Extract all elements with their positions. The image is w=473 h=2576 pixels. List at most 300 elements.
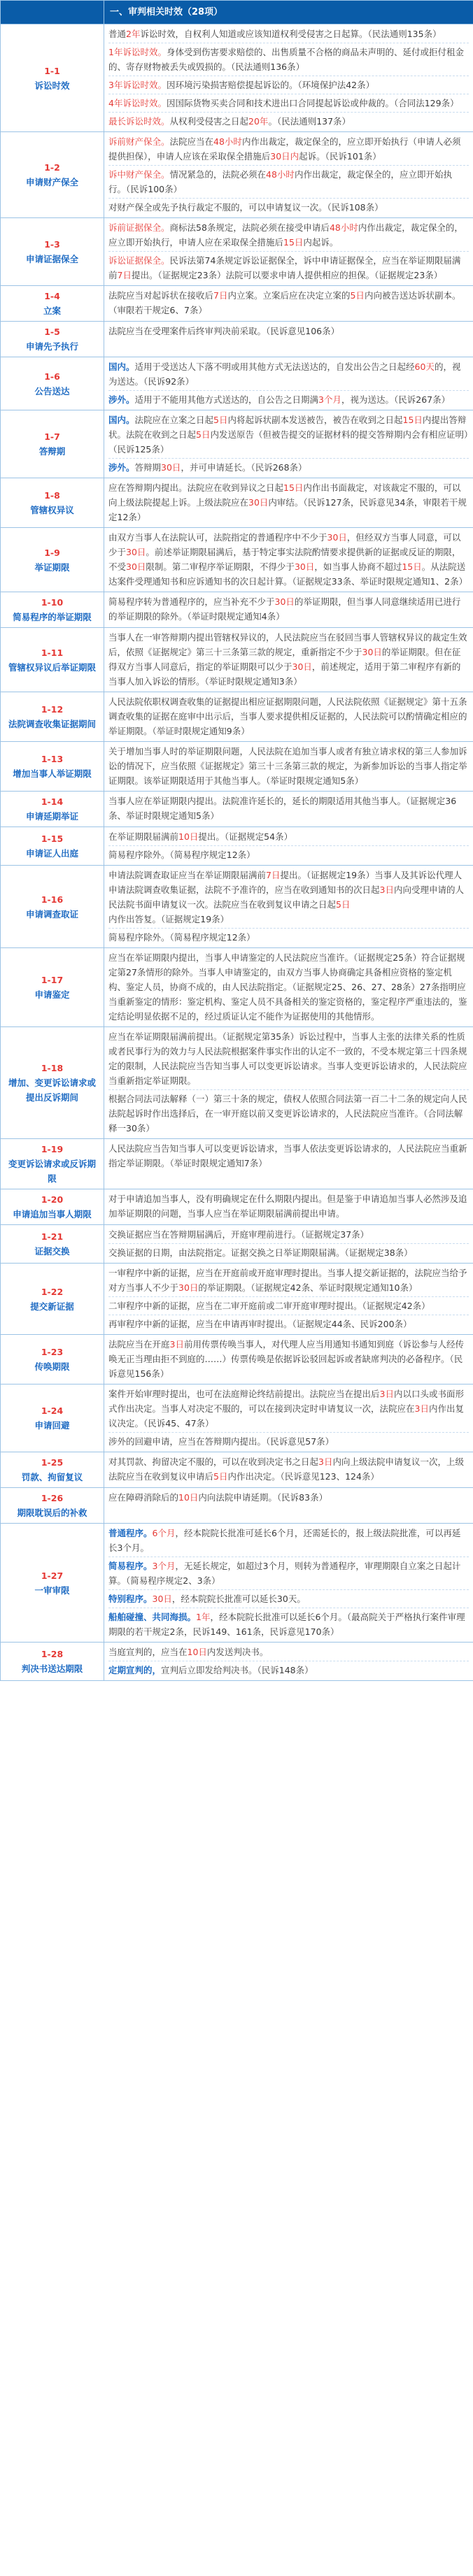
rule-description-cell	[104, 628, 473, 692]
table-row	[1, 1643, 473, 1681]
rule-number: 1-6	[44, 371, 60, 382]
rule-text: 内向受理申请的人民法院书面申请复议一次。法院应当在收到复议申请之日起	[108, 885, 464, 910]
rule-code-cell	[1, 357, 104, 410]
rule-paragraph	[108, 324, 469, 338]
highlighted-term: 60天	[414, 362, 435, 372]
rule-number: 1-19	[41, 1144, 64, 1154]
rule-paragraph	[108, 480, 469, 524]
highlighted-term: 20年	[248, 116, 269, 127]
rule-paragraph	[108, 96, 469, 110]
rule-text: 诉讼时效，自权利人知道或应该知道权利受侵害之日起算。（民法通则135条）	[140, 29, 442, 39]
highlighted-term: 5日	[196, 429, 211, 440]
rule-paragraph	[108, 288, 469, 317]
rule-code-cell	[1, 948, 104, 1027]
rule-text: 对其罚款、拘留决定不服的，可以在收到决定书之日起	[108, 1457, 319, 1467]
rule-text: 法院应当在受理案件后终审判决前采取。（民诉意见106条）	[108, 326, 340, 336]
rule-number: 1-2	[44, 162, 60, 173]
rule-description-cell	[104, 592, 473, 628]
rule-description-cell	[104, 1027, 473, 1139]
paragraph-divider	[108, 1296, 469, 1297]
rule-text: 前用传票传唤当事人，对代理人应当用通知书通知到庭（诉讼参与人经传唤无正当理由拒不到庭的……）传票传唤是依据诉讼驳回起诉或者缺席判决的必备程序。（民诉意见156条）	[108, 1339, 464, 1379]
rule-description-cell	[104, 1264, 473, 1335]
rule-paragraph	[108, 1591, 469, 1606]
rule-paragraph	[108, 1454, 469, 1484]
rule-text: 因国际货物买卖合同和技术进出口合同提起诉讼或仲裁的。（合同法129条）	[166, 98, 459, 108]
rule-description-cell	[104, 742, 473, 792]
rule-number: 1-16	[41, 894, 64, 905]
rule-text: 应当在举证期限届满前提出。（证据规定第35条）诉讼过程中，当事人主张的法律关系的性质或者民事行为的效力与人民法院根据案件事实作出的认定不一致的，不受本规定第三十四条规定的限制，人民法院应当告知当事人可以变更诉讼请求。当事人变更诉讼请求的，人民法院应当重新指定举证期限。	[108, 1031, 467, 1086]
table-row	[1, 1189, 473, 1225]
highlighted-term: 48小时	[329, 222, 358, 233]
highlighted-term: 30日	[362, 647, 382, 657]
rule-number: 1-27	[41, 1570, 64, 1581]
table-row	[1, 866, 473, 948]
rule-text: 的举证期限。但在征得双方当事人同意后，指定的举证期限可以少于	[108, 647, 461, 672]
rule-text: 提出。（证据规定23条）法院可以要求申请人提供相应的担保。（证据规定23条）	[131, 270, 443, 280]
rule-text: 内立案。立案后应在决定立案的	[227, 290, 351, 301]
rule-text: 的举证期限。（证据规定42条、举证时限规定通知10条）	[198, 1282, 418, 1293]
rule-name: 判决书送达期限	[21, 1663, 83, 1674]
rule-paragraph	[108, 950, 469, 1024]
rule-name: 申请延期举证	[25, 811, 78, 822]
rule-name: 增加、变更诉讼请求或提出反诉期间	[8, 1078, 96, 1103]
rule-text: 法院应当在开庭	[108, 1339, 170, 1350]
rule-text: ，前述规定，适用于第二审程序有新的当事人加入诉讼的情形。（举证时限规定通知3条）	[108, 661, 461, 687]
rule-text: 应当在举证期限内提出，当事人申请鉴定的人民法院应当准许。（证据规定25条）符合证据规定第27条情形的除外。当事人申请鉴定的，由双方当事人协商确定具备相应资格的鉴定机构、鉴定人员，协商不成的，由人民法院指定。（证据规定25、26、27、28条）27条指明应当重新鉴定的情形：鉴定机构、鉴定人员不具备相关的鉴定资格的，鉴定程序严重违法的，鉴定结论明显依据不足的，经过质证认定不能作为证据使用的其他情形。	[108, 952, 467, 1022]
rule-text: 内提出答辩状。法院在收到之日起	[108, 415, 467, 440]
rule-number: 1-8	[44, 490, 60, 501]
rule-number: 1-23	[41, 1347, 64, 1357]
rule-description-cell	[104, 218, 473, 286]
category-label: 定期宣判的，	[108, 1665, 162, 1675]
rule-text: 人民法院依职权调查收集的证据提出相应证据期限问题，人民法院依照《证据规定》第十五条调查收集的证据在庭审中出示后，当事人要求提供相反证据的，人民法院可以酌情确定相应的举证期限。（举证时限规定通知9条）	[108, 696, 467, 736]
rule-text: 普通	[108, 29, 127, 39]
rule-code-cell	[1, 322, 104, 357]
rule-paragraph	[108, 1298, 469, 1313]
rule-text: 对财产保全或先予执行裁定不服的，可以申请复议一次。（民诉108条）	[108, 202, 383, 213]
rule-paragraph	[108, 847, 469, 862]
rule-paragraph	[108, 1245, 469, 1260]
highlighted-term: 最长诉讼时效。	[108, 116, 170, 127]
paragraph-divider	[108, 1432, 469, 1433]
rule-description-cell	[104, 1384, 473, 1452]
rule-name: 变更诉讼请求或反诉期限	[8, 1159, 96, 1184]
rule-text: 内向上级法院申请复议一次，上级法院应当在收到复议申请后	[108, 1457, 464, 1482]
highlighted-term: 3日	[414, 1403, 429, 1414]
paragraph-divider	[108, 165, 469, 166]
rule-description-cell	[104, 1488, 473, 1524]
table-row	[1, 1488, 473, 1524]
highlighted-term: 诉中财产保全。	[108, 169, 170, 180]
rule-name: 公告送达	[34, 385, 70, 396]
rule-paragraph	[108, 1645, 469, 1659]
highlighted-term: 6个月	[152, 1528, 176, 1538]
rule-code-cell	[1, 1335, 104, 1384]
rule-paragraph	[108, 167, 469, 196]
rule-paragraph	[108, 1610, 469, 1639]
rule-number: 1-13	[41, 754, 64, 764]
table-row	[1, 132, 473, 218]
rule-code-cell	[1, 628, 104, 692]
table-row	[1, 1139, 473, 1189]
rule-code-cell	[1, 592, 104, 628]
table-row	[1, 218, 473, 286]
highlighted-term: 3年诉讼时效。	[108, 80, 167, 90]
paragraph-divider	[108, 845, 469, 846]
rule-paragraph	[108, 1227, 469, 1242]
rule-code-cell	[1, 1452, 104, 1488]
highlighted-term: 48小时	[213, 136, 242, 147]
paragraph-divider	[108, 198, 469, 199]
rule-text: 交换证据应当在答辩期届满后，开庭审理前进行。（证据规定37条）	[108, 1229, 369, 1240]
rule-code-cell	[1, 692, 104, 742]
highlighted-term: 48小时	[266, 169, 295, 180]
rule-text: 当庭宣判的，应当在	[108, 1647, 188, 1657]
rule-description-cell	[104, 792, 473, 827]
rule-text: 内作出裁定，裁定保全的，应立即开始执行，申请人应在采取保全措施后	[108, 222, 463, 248]
paragraph-divider	[108, 112, 469, 113]
rule-paragraph	[108, 1387, 469, 1431]
highlighted-term: 诉前证据保全。	[108, 222, 170, 233]
highlighted-term: 5日	[336, 899, 351, 910]
rule-paragraph	[108, 1337, 469, 1381]
rule-name: 举证期限	[34, 561, 70, 573]
rule-paragraph	[108, 200, 469, 215]
category-label: 普通程序。	[108, 1528, 153, 1538]
header-blank-cell	[1, 1, 104, 24]
rule-paragraph	[108, 392, 469, 407]
rule-description-cell	[104, 1139, 473, 1189]
highlighted-term: 30日	[327, 532, 347, 543]
highlighted-term: 30日	[292, 661, 312, 672]
rule-code-cell	[1, 866, 104, 948]
rule-description-cell	[104, 827, 473, 866]
rule-paragraph	[108, 1663, 469, 1677]
rule-text: 提出。（证据规定54条）	[198, 831, 293, 842]
highlighted-term: 3个月	[318, 394, 341, 405]
highlighted-term: 30日	[126, 561, 146, 572]
table-row	[1, 792, 473, 827]
rule-number: 1-11	[41, 647, 64, 658]
rule-number: 1-26	[41, 1493, 64, 1503]
table-row	[1, 286, 473, 322]
rule-text: ，如当事人协商不超过	[314, 561, 402, 572]
rule-name: 证据交换	[34, 1246, 70, 1257]
rule-number: 1-14	[41, 796, 64, 807]
rule-text: 应在答辩期内提出。法院应在收到异议之日起	[108, 482, 284, 493]
table-header-row	[1, 1, 473, 24]
rule-description-cell	[104, 1335, 473, 1384]
table-row	[1, 24, 473, 132]
highlighted-term: 7日	[266, 870, 281, 880]
rule-paragraph	[108, 1092, 469, 1136]
rule-text: 宣判后立即发给判决书。（民诉148条）	[161, 1665, 313, 1675]
rule-number: 1-18	[41, 1063, 64, 1073]
rule-text: 内作出裁定，裁定保全的，应立即开始执行。（民诉100条）	[108, 169, 452, 194]
paragraph-divider	[108, 1089, 469, 1090]
rule-description-cell	[104, 410, 473, 478]
highlighted-term: 30日	[274, 596, 295, 607]
rule-number: 1-21	[41, 1231, 64, 1242]
paragraph-divider	[108, 1243, 469, 1244]
rule-paragraph	[108, 1559, 469, 1588]
rule-text: 。前述举证期限届满后，基于特定事实法院酌情要求提供新的证据或反证的期限，不受	[108, 547, 461, 572]
table-row	[1, 742, 473, 792]
highlighted-term: 15日	[283, 237, 304, 248]
rule-text: 内向被告送达诉状副本。（审限若干规定6、7条）	[108, 290, 461, 315]
rule-number: 1-25	[41, 1457, 64, 1468]
rule-paragraph	[108, 413, 469, 457]
rule-name: 申请证人出庭	[25, 848, 78, 859]
highlighted-term: 3日	[318, 1457, 333, 1467]
rule-text: 答辩期	[134, 462, 162, 473]
table-row	[1, 1027, 473, 1139]
rule-text: 根据合同法司法解释（一）第三十条的规定，债权人依照合同法第一百二十二条的规定向人民法院起诉时作出选择后，在一审开庭以前又变更诉讼请求的，人民法院应当准许。（合同法解释一30条）	[108, 1094, 467, 1133]
rule-name: 管辖权异议	[30, 505, 74, 515]
rule-description-cell	[104, 24, 473, 132]
highlighted-term: 30日	[161, 462, 181, 473]
rule-code-cell	[1, 1027, 104, 1139]
table-row	[1, 1225, 473, 1264]
rule-text: 法院应在立案之日起	[134, 415, 214, 425]
rule-paragraph	[108, 694, 469, 738]
rule-paragraph	[108, 1029, 469, 1088]
highlighted-term: 5日	[350, 290, 365, 301]
rule-text: 在举证期限届满前	[108, 831, 179, 842]
highlighted-term: 30日	[126, 547, 146, 557]
table-row	[1, 827, 473, 866]
rule-code-cell	[1, 478, 104, 528]
table-row	[1, 410, 473, 478]
rule-text: 简易程序转为普通程序的，应当补充不少于	[108, 596, 275, 607]
rule-paragraph	[108, 794, 469, 823]
rule-text: 。（民法通则137条）	[268, 116, 351, 127]
rule-name: 申请财产保全	[25, 177, 78, 187]
rule-text: 内向法院申请延期。（民诉83条）	[198, 1492, 328, 1503]
rule-text: 法院应当对起诉状在接收后	[108, 290, 214, 301]
paragraph-divider	[108, 928, 469, 929]
rule-paragraph	[108, 220, 469, 250]
rule-text: 内以口头或书面形式作出决定。当事人对决定不服的，可以在接到决定时申请复议一次，法院应在	[108, 1389, 464, 1414]
rule-text: 民诉法第74条规定诉讼证据保全，诉中申请证据保全，应当在举证期限届满前	[108, 255, 461, 280]
rule-paragraph	[108, 1317, 469, 1331]
rule-text: 适用于受送达人下落不明或用其他方式无法送达的，自发出公告之日起经	[134, 362, 415, 372]
rule-code-cell	[1, 218, 104, 286]
highlighted-term: 10日	[187, 1647, 207, 1657]
rule-number: 1-22	[41, 1286, 64, 1297]
rule-text: 应在障碍消除后的	[108, 1492, 179, 1503]
rule-name: 一审审限	[34, 1584, 70, 1596]
rule-paragraph	[108, 1266, 469, 1295]
rule-text: 内审结。（民诉127条，民诉意见34条，审限若干规定12条）	[108, 497, 467, 522]
rule-text: 商标法58条规定，法院必须在接受申请后	[169, 222, 330, 233]
highlighted-term: 15日	[402, 415, 423, 425]
rule-name: 增加当事人举证期限	[13, 768, 92, 779]
rule-code-cell	[1, 792, 104, 827]
rule-code-cell	[1, 1139, 104, 1189]
paragraph-divider	[108, 390, 469, 391]
rules-table-body	[1, 24, 473, 1681]
category-label: 国内。	[108, 362, 135, 372]
rule-text: 从权利受侵害之日起	[169, 116, 249, 127]
table-row	[1, 1452, 473, 1488]
highlighted-term: 诉讼证据保全。	[108, 255, 170, 266]
rule-code-cell	[1, 827, 104, 866]
rule-text: ，无延长规定，如超过3个月，则转为普通程序，审理期限自立案之日起计算。（简易程序规定2、3条）	[108, 1561, 461, 1586]
rule-text: 身体受到伤害要求赔偿的、出售质量不合格的商品未声明的、延付或拒付租金的、寄存财物被丢失或毁损的。（民法通则136条）	[108, 47, 464, 72]
rule-text: 提出。（证据规定19条）当事人及其诉讼代理人申请法院调查收集证据，法院不予准许的，应当在收到通知书的次日起	[108, 870, 463, 895]
paragraph-divider	[108, 458, 469, 459]
rule-text: 交换证据的日期，由法院指定。证据交换之日举证期限届满。（证据规定38条）	[108, 1247, 413, 1258]
rule-paragraph	[108, 114, 469, 129]
highlighted-term: 3日	[379, 1389, 394, 1399]
rule-description-cell	[104, 132, 473, 218]
rule-text: ，但经双方当事人同意，可以少于	[108, 532, 461, 557]
rule-name: 提交新证据	[30, 1301, 74, 1312]
table-row	[1, 628, 473, 692]
rule-text: ，经本院院长批准可以延长6个月。（最高院关于严格执行案件审理期限的若干规定2条，民诉149、161条，民诉意见170条）	[108, 1612, 465, 1637]
rule-text: 因环境污染损害赔偿提起诉讼的。（环境保护法42条）	[166, 80, 375, 90]
rule-text: 的举证期限，但当事人同意继续适用已进行的举证期限的除外。（举证时限规定通知4条）	[108, 596, 461, 622]
rule-code-cell	[1, 1384, 104, 1452]
rule-number: 1-15	[41, 833, 64, 844]
rule-paragraph	[108, 744, 469, 788]
highlighted-term: 诉前财产保全。	[108, 136, 170, 147]
rule-number: 1-24	[41, 1405, 64, 1416]
rule-text: 内作出裁定，裁定保全的，应立即开始执行（申请人必须提供担保），申请人应该在采取保全措施后	[108, 136, 461, 162]
rule-paragraph	[108, 460, 469, 475]
rule-paragraph	[108, 1490, 469, 1505]
rule-description-cell	[104, 528, 473, 592]
rule-number: 1-28	[41, 1649, 64, 1659]
rule-text: 内作出决定。（民诉意见123、124条）	[227, 1471, 379, 1482]
rule-paragraph	[108, 359, 469, 389]
rule-name: 立案	[43, 306, 61, 316]
highlighted-term: 10日	[178, 831, 199, 842]
rule-text: 起诉。（民诉101条）	[299, 151, 381, 162]
category-label: 简易程序。	[108, 1561, 153, 1571]
table-row	[1, 528, 473, 592]
highlighted-term: 30日	[294, 561, 315, 572]
rule-text: 案件开始审理时提出，也可在法庭辩论终结前提出。法院应当在提出后	[108, 1389, 380, 1399]
rule-paragraph	[108, 630, 469, 689]
paragraph-divider	[108, 251, 469, 252]
highlighted-term: 2年	[126, 29, 141, 39]
paragraph-divider	[108, 1589, 469, 1590]
rule-description-cell	[104, 286, 473, 322]
highlighted-term: 7日	[213, 290, 228, 301]
highlighted-term: 10日	[178, 1492, 199, 1503]
rule-code-cell	[1, 24, 104, 132]
section-title: 一、审判相关时效（28项）	[104, 1, 473, 24]
rule-paragraph	[108, 868, 469, 926]
rule-text: ，经本院院长批准可以延长30天。	[171, 1594, 306, 1604]
rule-description-cell	[104, 322, 473, 357]
rule-name: 期限耽误后的补救	[17, 1508, 87, 1518]
category-label: 船舶碰撞、共同海损。	[108, 1612, 197, 1622]
highlighted-term: 30日	[248, 497, 269, 508]
rule-code-cell	[1, 1264, 104, 1335]
table-row	[1, 1384, 473, 1452]
category-label: 涉外。	[108, 394, 135, 405]
rule-name: 传唤期限	[34, 1361, 70, 1372]
highlighted-term: 3日	[379, 885, 394, 895]
rule-paragraph	[108, 1526, 469, 1555]
category-label: 特别程序。	[108, 1594, 153, 1604]
rule-name: 申请回避	[34, 1420, 70, 1431]
rule-text: 适用于不能用其他方式送达的，自公告之日期满	[134, 394, 319, 405]
category-label: 国内。	[108, 415, 135, 425]
highlighted-term: 5日	[213, 1471, 228, 1482]
rule-code-cell	[1, 1225, 104, 1264]
rule-text: 限制。第二审程序举证期限，不得少于	[146, 561, 295, 572]
rule-paragraph	[108, 1141, 469, 1171]
rule-text: 内发送原告（但被告提交的证据材料的提交答辩期内会有相应证明）（民诉125条）	[108, 429, 469, 455]
table-row	[1, 322, 473, 357]
rule-text: 的，视为送达。（民诉92条）	[108, 362, 461, 387]
rule-text: 。从法院送达案件受理通知书和应诉通知书的次日起计算。（证据规定33条、举证时限规定通知1、2条）	[108, 561, 468, 587]
rule-number: 1-17	[41, 975, 64, 985]
rule-number: 1-5	[44, 327, 60, 337]
rule-text: 再审程序中新的证据，应当在申请再审时提出。（证据规定44条、民诉200条）	[108, 1319, 412, 1329]
highlighted-term: 5日	[213, 415, 228, 425]
highlighted-term: 3日	[169, 1339, 184, 1350]
rule-name: 管辖权异议后举证期限	[8, 661, 96, 673]
rule-number: 1-20	[41, 1194, 64, 1205]
rule-paragraph	[108, 253, 469, 282]
rule-description-cell	[104, 478, 473, 528]
highlighted-term: 7日	[117, 270, 132, 280]
rule-text: 情况紧急的，法院必须在	[169, 169, 267, 180]
rule-text: 涉外的回避申请，应当在答辩期内提出。（民诉意见57条）	[108, 1436, 334, 1447]
rule-paragraph	[108, 1434, 469, 1449]
rule-text: 内起诉。	[303, 237, 339, 248]
rule-text: 人民法院应当告知当事人可以变更诉讼请求，当事人依法变更诉讼请求的，人民法院应当重新指定举证期限。（举证时限规定通知7条）	[108, 1143, 467, 1168]
rule-code-cell	[1, 1189, 104, 1225]
rule-paragraph	[108, 594, 469, 624]
rule-number: 1-7	[44, 431, 60, 442]
rule-description-cell	[104, 692, 473, 742]
highlighted-term: 15日	[402, 561, 422, 572]
table-row	[1, 692, 473, 742]
category-label: 涉外。	[108, 462, 135, 473]
rule-code-cell	[1, 132, 104, 218]
rule-number: 1-3	[44, 239, 60, 250]
rule-text: 对于申请追加当事人，没有明确规定在什么期限内提出。但是鉴于申请追加当事人必然涉及追加举证期限的问题，当事人应当在举证期限届满前提出申请。	[108, 1194, 467, 1219]
rule-paragraph	[108, 930, 469, 945]
table-row	[1, 1264, 473, 1335]
rule-code-cell	[1, 410, 104, 478]
rule-description-cell	[104, 866, 473, 948]
rule-text: ，并可申请延长。（民诉268条）	[181, 462, 307, 473]
rule-text: 法院应当在	[169, 136, 214, 147]
table-row	[1, 948, 473, 1027]
rule-text: 简易程序除外。（简易程序规定12条）	[108, 850, 255, 860]
rule-description-cell	[104, 1189, 473, 1225]
rule-text: 当事人应在举证期限内提出。法院准许延长的，延长的期限适用其他当事人。（证据规定36条、举证时限规定通知5条）	[108, 796, 457, 821]
rule-text: 申请法院调查取证应当在举证期限届满前	[108, 870, 267, 880]
rule-description-cell	[104, 948, 473, 1027]
rule-text: 内将起诉状副本发送被告，被告在收到之日起	[227, 415, 403, 425]
rule-text: 内作出复议决定。（民诉45、47条）	[108, 1403, 464, 1429]
rule-code-cell	[1, 1488, 104, 1524]
rule-number: 1-4	[44, 291, 60, 301]
rule-name: 简易程序的举证期限	[13, 612, 92, 622]
table-row	[1, 1335, 473, 1384]
rule-description-cell	[104, 357, 473, 410]
rule-description-cell	[104, 1643, 473, 1681]
rule-description-cell	[104, 1524, 473, 1643]
